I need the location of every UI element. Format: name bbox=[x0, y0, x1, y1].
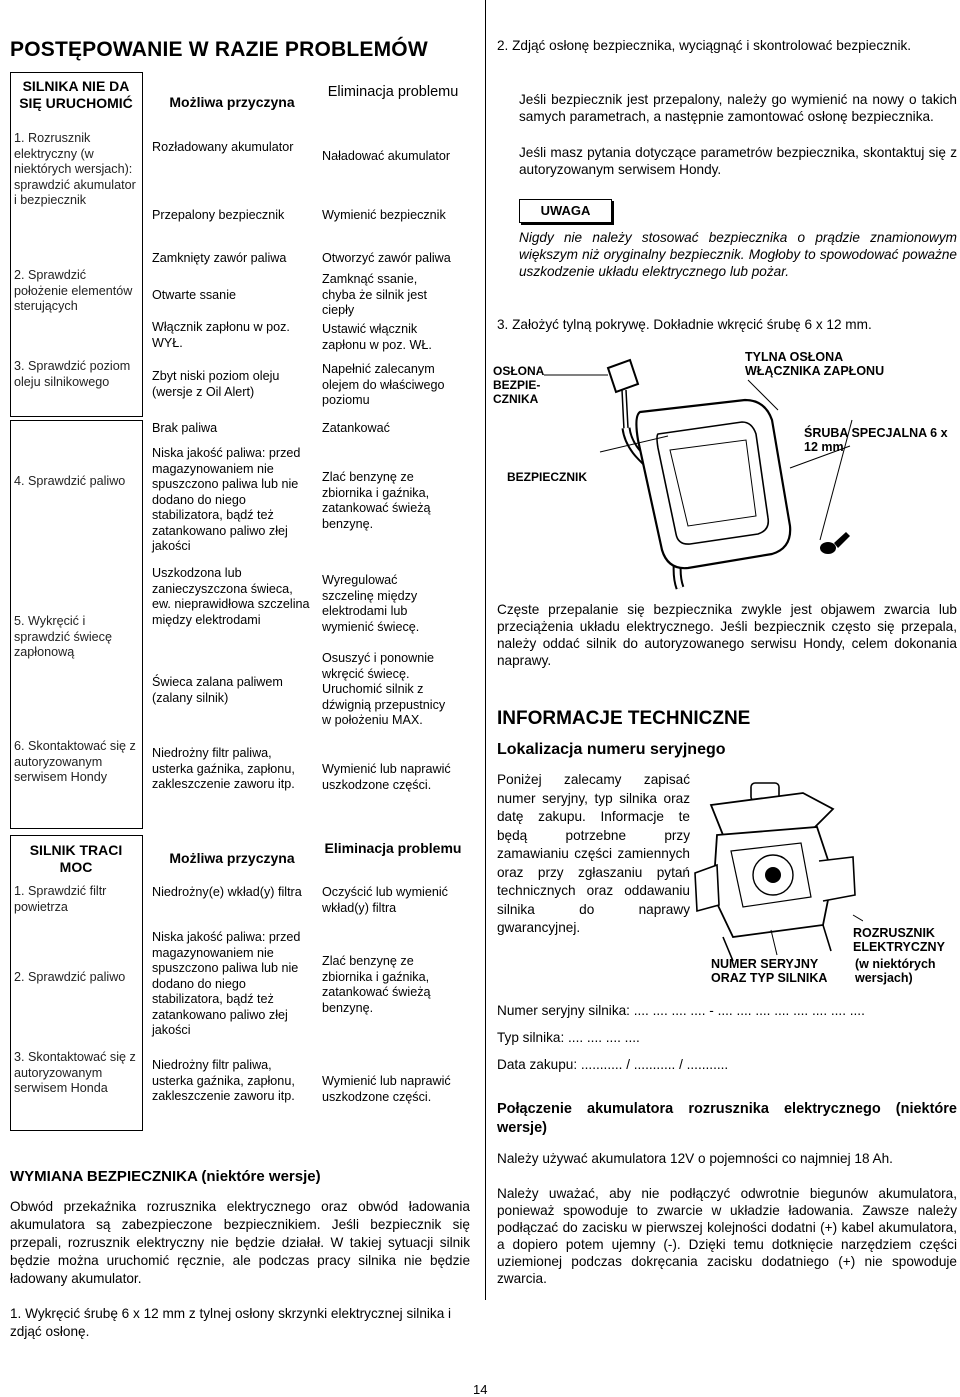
battery-heading: Połączenie akumulatora rozrusznika elektrycznego (niektóre wersje) bbox=[497, 1101, 957, 1136]
fix2-drain-fuel: Zlać benzynę ze zbiornika i gaźnika, zatankować świeżą benzynę. bbox=[322, 954, 431, 1015]
warning-text: Nigdy nie należy stosować bezpiecznika o prądzie znamionowym większym niż oryginalny bezpiecznik. Mogłoby to spowodować poważne uszkodzenie układu elektrycznego lub pożar. bbox=[519, 230, 957, 279]
fuse-paragraph: Obwód przekaźnika rozrusznika elektrycznego oraz obwód ładowania akumulatora są zabezpieczone bezpiecznikiem. Jeśli bezpiecznik się przepali, rozrusznik elektryczny nie będzie działał. W takiej sytuacji silnik będzie można uruchomić ręcznie, ale podczas pracy silnika nie będzie ładowany akumulator. bbox=[10, 1199, 470, 1286]
fuse-step-1: 1. Wykręcić śrubę 6 x 12 mm z tylnej osłony skrzynki elektrycznej silnika i zdjąć osłonę. bbox=[10, 1306, 452, 1339]
table1-step-2: 2. Sprawdzić położenie elementów sterujących bbox=[14, 268, 133, 313]
fuse-para-questions: Jeśli masz pytania dotyczące parametrów bezpiecznika, skontaktuj się z autoryzowanym serwisem Hondy. bbox=[519, 145, 957, 177]
cause-battery: Rozładowany akumulator bbox=[152, 140, 294, 154]
table1-step-5: 5. Wykręcić i sprawdzić świecę zapłonową bbox=[14, 614, 112, 659]
fuse-para-blown: Jeśli bezpiecznik jest przepalony, należy go wymienić na nowy o takich samych parametrach, a następnie zamontować osłonę bezpiecznika. bbox=[519, 92, 957, 124]
label-fuse-cover: OSŁONA BEZPIE- CZNIKA bbox=[493, 364, 544, 406]
frequent-blowing-text: Częste przepalanie się bezpiecznika zwykle jest objawem zwarcia lub przeciążenia układu elektrycznego. Jeśli bezpiecznik często się przepala, należy oddać silnik do autoryzowanego serwisu Hondy, celem dokonania naprawy. bbox=[497, 602, 957, 668]
table1-col2-header: Możliwa przyczyna bbox=[169, 94, 295, 110]
fix-drain-fuel: Zlać benzynę ze zbiornika i gaźnika, zatankować świeżą benzynę. bbox=[322, 470, 431, 531]
fuse-heading: WYMIANA BEZPIECZNIKA (niektóre wersje) bbox=[10, 1168, 321, 1185]
field-purchase-date: Data zakupu: ........... / ........... / ........... bbox=[497, 1057, 729, 1072]
fix-replace-parts: Wymienić lub naprawić uszkodzone części. bbox=[322, 762, 451, 792]
table1-step-3: 3. Sprawdzić poziom oleju silnikowego bbox=[14, 359, 131, 389]
tech-heading: INFORMACJE TECHNICZNE bbox=[497, 708, 751, 729]
table1-col3-header: Eliminacja problemu bbox=[327, 84, 459, 100]
fix-dry-plug: Osuszyć i ponownie wkręcić świecę. Uruchomić silnik z dźwignią przepustnicy w położeniu MAX. bbox=[322, 651, 446, 727]
page-number: 14 bbox=[473, 1382, 488, 1397]
cause-fuse: Przepalony bezpiecznik bbox=[152, 208, 285, 222]
fix-refuel: Zatankować bbox=[322, 421, 390, 435]
cause2-filter: Niedrożny(e) wkład(y) filtra bbox=[152, 885, 302, 899]
cause-flooded: Świeca zalana paliwem (zalany silnik) bbox=[152, 675, 283, 705]
cause-choke: Otwarte ssanie bbox=[152, 288, 236, 302]
column-divider bbox=[485, 0, 486, 1300]
table2-col1-header: SILNIK TRACI MOC bbox=[29, 842, 123, 875]
battery-capacity: Należy używać akumulatora 12V o pojemności co najmniej 18 Ah. bbox=[497, 1151, 893, 1166]
cause2-bad-fuel: Niska jakość paliwa: przed magazynowaniem nie spuszczono paliwa lub nie dodano do niego stabilizatora, bądź też zatankowano paliwo złej jakości bbox=[152, 930, 301, 1037]
table2-col2-header: Możliwa przyczyna bbox=[169, 850, 295, 866]
cause-spark-plug: Uszkodzona lub zanieczyszczona świeca, ew. nieprawidłowa szczelina między elektrodami bbox=[152, 566, 310, 627]
field-engine-type: Typ silnika: .... .... .... .... bbox=[497, 1030, 640, 1045]
table1-col1-header: SILNIKA NIE DA SIĘ URUCHOMIĆ bbox=[19, 78, 133, 111]
label-special-screw: ŚRUBA SPECJALNA 6 x 12 mm bbox=[804, 426, 948, 454]
engine-illustration bbox=[693, 765, 863, 965]
table2-step-1: 1. Sprawdzić filtr powietrza bbox=[14, 884, 107, 914]
fuse-step-2: 2. Zdjąć osłonę bezpiecznika, wyciągnąć i skontrolować bezpiecznik. bbox=[497, 38, 912, 53]
serial-paragraph: Poniżej zalecamy zapisać numer seryjny, typ silnika oraz datę zakupu. Informacje te będą potrzebne przy zamawianiu części zamiennych oraz przy zgłaszaniu pytań technicznych oraz oddawaniu silnika do naprawy gwarancyjnej. bbox=[497, 772, 690, 935]
fuse-step-3: 3. Założyć tylną pokrywę. Dokładnie wkręcić śrubę 6 x 12 mm. bbox=[497, 317, 872, 332]
cause-no-fuel: Brak paliwa bbox=[152, 421, 218, 435]
label-fuse: BEZPIECZNIK bbox=[507, 470, 588, 484]
fix-fuse: Wymienić bezpiecznik bbox=[322, 208, 446, 222]
cause-oil: Zbyt niski poziom oleju (wersje z Oil Alert) bbox=[152, 369, 280, 399]
warning-badge: UWAGA bbox=[519, 199, 612, 223]
table1-step-6: 6. Skontaktować się z autoryzowanym serwisem Hondy bbox=[14, 739, 136, 784]
fix2-replace: Wymienić lub naprawić uszkodzone części. bbox=[322, 1074, 451, 1104]
label-starter: ROZRUSZNIK ELEKTRYCZNY bbox=[853, 926, 945, 954]
fix2-filter: Oczyścić lub wymienić wkład(y) filtra bbox=[322, 885, 448, 915]
fix-fuel-valve: Otworzyć zawór paliwa bbox=[322, 251, 451, 265]
table2-col3-header: Eliminacja problemu bbox=[324, 840, 462, 856]
battery-polarity: Należy uważać, aby nie podłączyć odwrotnie biegunów akumulatora, ponieważ spowoduje to zwarcie w układzie ładowania. Zawsze należy podłączać do zacisku w pierwszej kolejności dodatni (+) kabel akumulatora, a dopiero potem ujemny (-). Dzięki temu dotknięcie narzędziem części uziemionej podczas dokręcania zacisku dodatniego (+) nie spowoduje zwarcia. bbox=[497, 1186, 957, 1286]
cause-bad-fuel: Niska jakość paliwa: przed magazynowaniem nie spuszczono paliwa lub nie dodano do niego stabilizatora, bądź też zatankowano paliwo złej jakości bbox=[152, 446, 301, 553]
table1-step-1: 1. Rozrusznik elektryczny (w niektórych wersjach): sprawdzić akumulator i bezpiecznik bbox=[14, 131, 136, 207]
fix-spark-gap: Wyregulować szczelinę między elektrodami lub wymienić świecę. bbox=[322, 573, 420, 634]
table2-step-3: 3. Skontaktować się z autoryzowanym serwisem Honda bbox=[14, 1050, 136, 1095]
page-title: POSTĘPOWANIE W RAZIE PROBLEMÓW bbox=[10, 38, 428, 61]
table2-step-2: 2. Sprawdzić paliwo bbox=[14, 970, 126, 984]
fix-charge: Naładować akumulator bbox=[322, 149, 451, 163]
serial-heading: Lokalizacja numeru seryjnego bbox=[497, 741, 726, 758]
fix-oil: Napełnić zalecanym olejem do właściwego poziomu bbox=[322, 362, 445, 407]
label-starter-note: (w niektórych wersjach) bbox=[855, 957, 936, 985]
field-serial-number: Numer seryjny silnika: .... .... .... .... - .... .... .... .... .... .... .... .... bbox=[497, 1003, 865, 1018]
label-serial-type: NUMER SERYJNY ORAZ TYP SILNIKA bbox=[711, 957, 828, 985]
fix-ignition: Ustawić włącznik zapłonu w poz. WŁ. bbox=[322, 322, 432, 352]
fix-choke: Zamknąć ssanie, chyba że silnik jest ciepły bbox=[322, 272, 427, 317]
cause2-clogged: Niedrożny filtr paliwa, usterka gaźnika, zapłonu, zakleszczenie zaworu itp. bbox=[152, 1058, 295, 1103]
cause-fuel-valve: Zamknięty zawór paliwa bbox=[152, 251, 287, 265]
label-rear-cover: TYLNA OSŁONA WŁĄCZNIKA ZAPŁONU bbox=[745, 350, 885, 378]
fuse-cover-drawing bbox=[544, 360, 638, 430]
cause-ignition: Włącznik zapłonu w poz. WYŁ. bbox=[152, 320, 290, 350]
table1-step-4: 4. Sprawdzić paliwo bbox=[14, 474, 126, 488]
cause-clogged-filter: Niedrożny filtr paliwa, usterka gaźnika, zapłonu, zakleszczenie zaworu itp. bbox=[152, 746, 295, 791]
